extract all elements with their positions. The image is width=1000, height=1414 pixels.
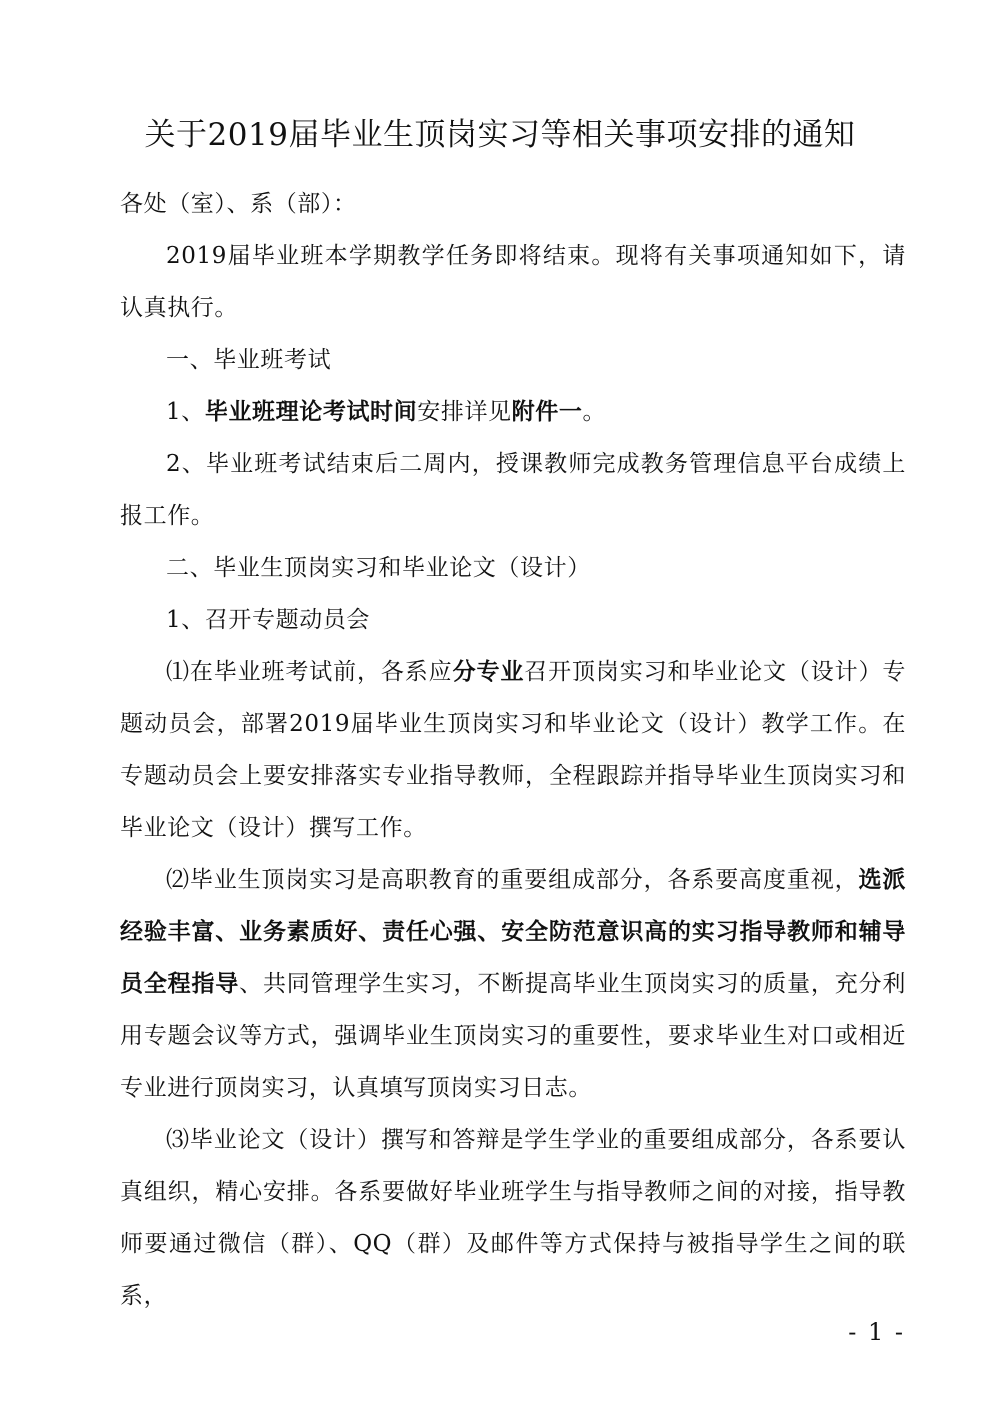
exam-item-1-prefix: 1、 — [166, 399, 205, 425]
paragraph-internship-text-b: 、共同管理学生实习，不断提高毕业生顶岗实习的质量，充分利用专题会议等方式，强调毕业生顶岗实习的重要性，要求毕业生对口或相近专业进行顶岗实习，认真填写顶岗实习日志。 — [120, 971, 906, 1101]
instructor-selection-emphasis: 选派经验丰富、业务素质好、责任心强、安全防范意识高的实习指导教师和辅导员全程指导 — [120, 866, 906, 997]
page-number: - 1 - — [848, 1318, 905, 1346]
paragraph-mobilization — [120, 646, 906, 854]
exam-time-emphasis: 毕业班理论考试时间 — [204, 398, 418, 425]
intro-paragraph: 2019届毕业班本学期教学任务即将结束。现将有关事项通知如下，请认真执行。 — [120, 243, 906, 321]
exam-item-1-end: 。 — [582, 399, 607, 425]
exam-item-1-text: 安排详见 — [417, 399, 512, 425]
exam-item-1 — [120, 386, 906, 438]
attachment-one-reference: 附件一 — [511, 398, 583, 425]
paragraph-mobilization-text-a: ⑴在毕业班考试前，各系应 — [166, 659, 453, 685]
by-major-emphasis: 分专业 — [452, 658, 525, 685]
section-heading-exams: 一、毕业班考试 — [166, 347, 332, 373]
paragraph-internship — [120, 854, 906, 1114]
paragraph-mobilization-text-b: 召开顶岗实习和毕业论文（设计）专题动员会，部署2019届毕业生顶岗实习和毕业论文（设计）教学工作。在专题动员会上要安排落实专业指导教师，全程跟踪并指导毕业生顶岗实习和毕业论文（设计）撰写工作。 — [120, 659, 906, 841]
salutation: 各处（室）、系（部）： — [120, 191, 357, 217]
paragraph-internship-text-a: ⑵毕业生顶岗实习是高职教育的重要组成部分，各系要高度重视， — [166, 867, 859, 893]
subsection-mobilization-meeting: 1、召开专题动员会 — [166, 607, 371, 633]
exam-item-2: 2、毕业班考试结束后二周内，授课教师完成教务管理信息平台成绩上报工作。 — [120, 451, 906, 529]
paragraph-thesis: ⑶毕业论文（设计）撰写和答辩是学生学业的重要组成部分，各系要认真组织，精心安排。各系要做好毕业班学生与指导教师之间的对接，指导教师要通过微信（群）、QQ（群）及邮件等方式保持与被指导学生之间的联系， — [120, 1127, 906, 1309]
document-body — [120, 178, 906, 1322]
section-heading-internship: 二、毕业生顶岗实习和毕业论文（设计） — [166, 555, 591, 581]
document-title: 关于2019届毕业生顶岗实习等相关事项安排的通知 — [144, 117, 856, 153]
